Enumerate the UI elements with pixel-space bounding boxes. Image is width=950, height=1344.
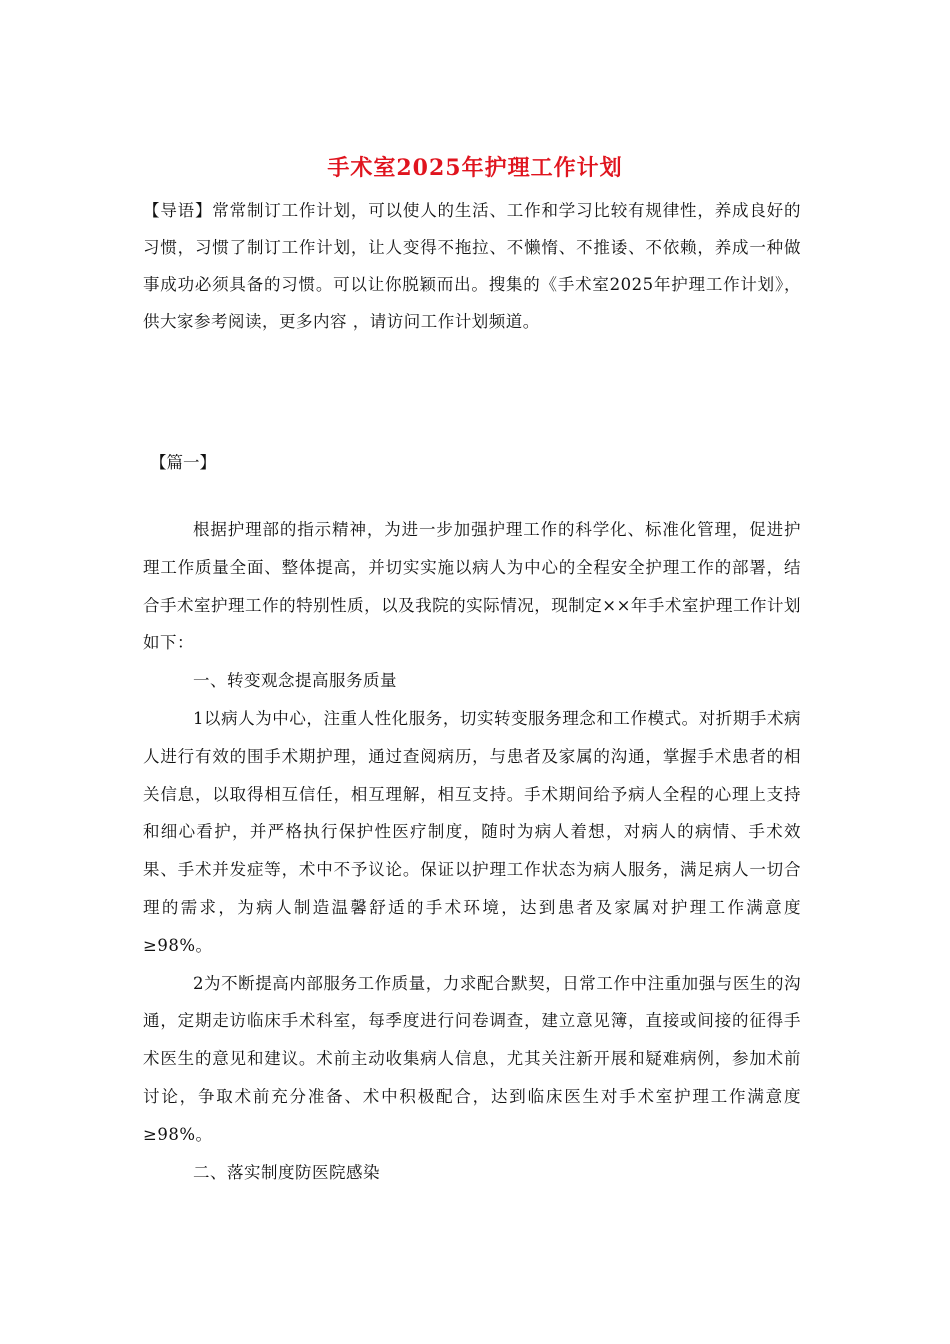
section-heading: 二、落实制度防医院感染 [193, 1162, 380, 1182]
document-title: 手术室2025年护理工作计划 [327, 155, 623, 181]
section-label: 【篇一】 [150, 453, 216, 472]
body-paragraph: 根据护理部的指示精神，为进一步加强护理工作的科学化、标准化管理，促进护理工作质量全面、整体提高，并切实实施以病人为中心的全程安全护理工作的部署，结合手术室护理工作的特别性质，以及我院的实际情况，现制定××年手术室护理工作计划如下： [143, 520, 801, 653]
intro-paragraph: 【导语】常常制订工作计划，可以使人的生活、工作和学习比较有规律性，养成良好的习惯，习惯了制订工作计划，让人变得不拖拉、不懒惰、不推诿、不依赖，养成一种做事成功必须具备的习惯。可以让你脱颖而出。搜集的《手术室2025年护理工作计划》，供大家参考阅读，更多内容 ，请访问工作计划频道。 [143, 201, 801, 331]
document-body [143, 511, 801, 1191]
body-paragraph: 2为不断提高内部服务工作质量，力求配合默契，日常工作中注重加强与医生的沟通，定期走访临床手术科室，每季度进行问卷调查，建立意见簿，直接或间接的征得手术医生的意见和建议。术前主动收集病人信息，尤其关注新开展和疑难病例，参加术前讨论，争取术前充分准备、术中积极配合，达到临床医生对手术室护理工作满意度≥98%。 [143, 973, 801, 1144]
section-heading: 一、转变观念提高服务质量 [193, 671, 397, 691]
body-paragraph: 1以病人为中心，注重人性化服务，切实转变服务理念和工作模式。对折期手术病人进行有效的围手术期护理，通过查阅病历，与患者及家属的沟通，掌握手术患者的相关信息，以取得相互信任，相互理解，相互支持。手术期间给予病人全程的心理上支持和细心看护，并严格执行保护性医疗制度，随时为病人着想，对病人的病情、手术效果、手术并发症等，术中不予议论。保证以护理工作状态为病人服务，满足病人一切合理的需求，为病人制造温馨舒适的手术环境，达到患者及家属对护理工作满意度≥98%。 [143, 708, 801, 955]
